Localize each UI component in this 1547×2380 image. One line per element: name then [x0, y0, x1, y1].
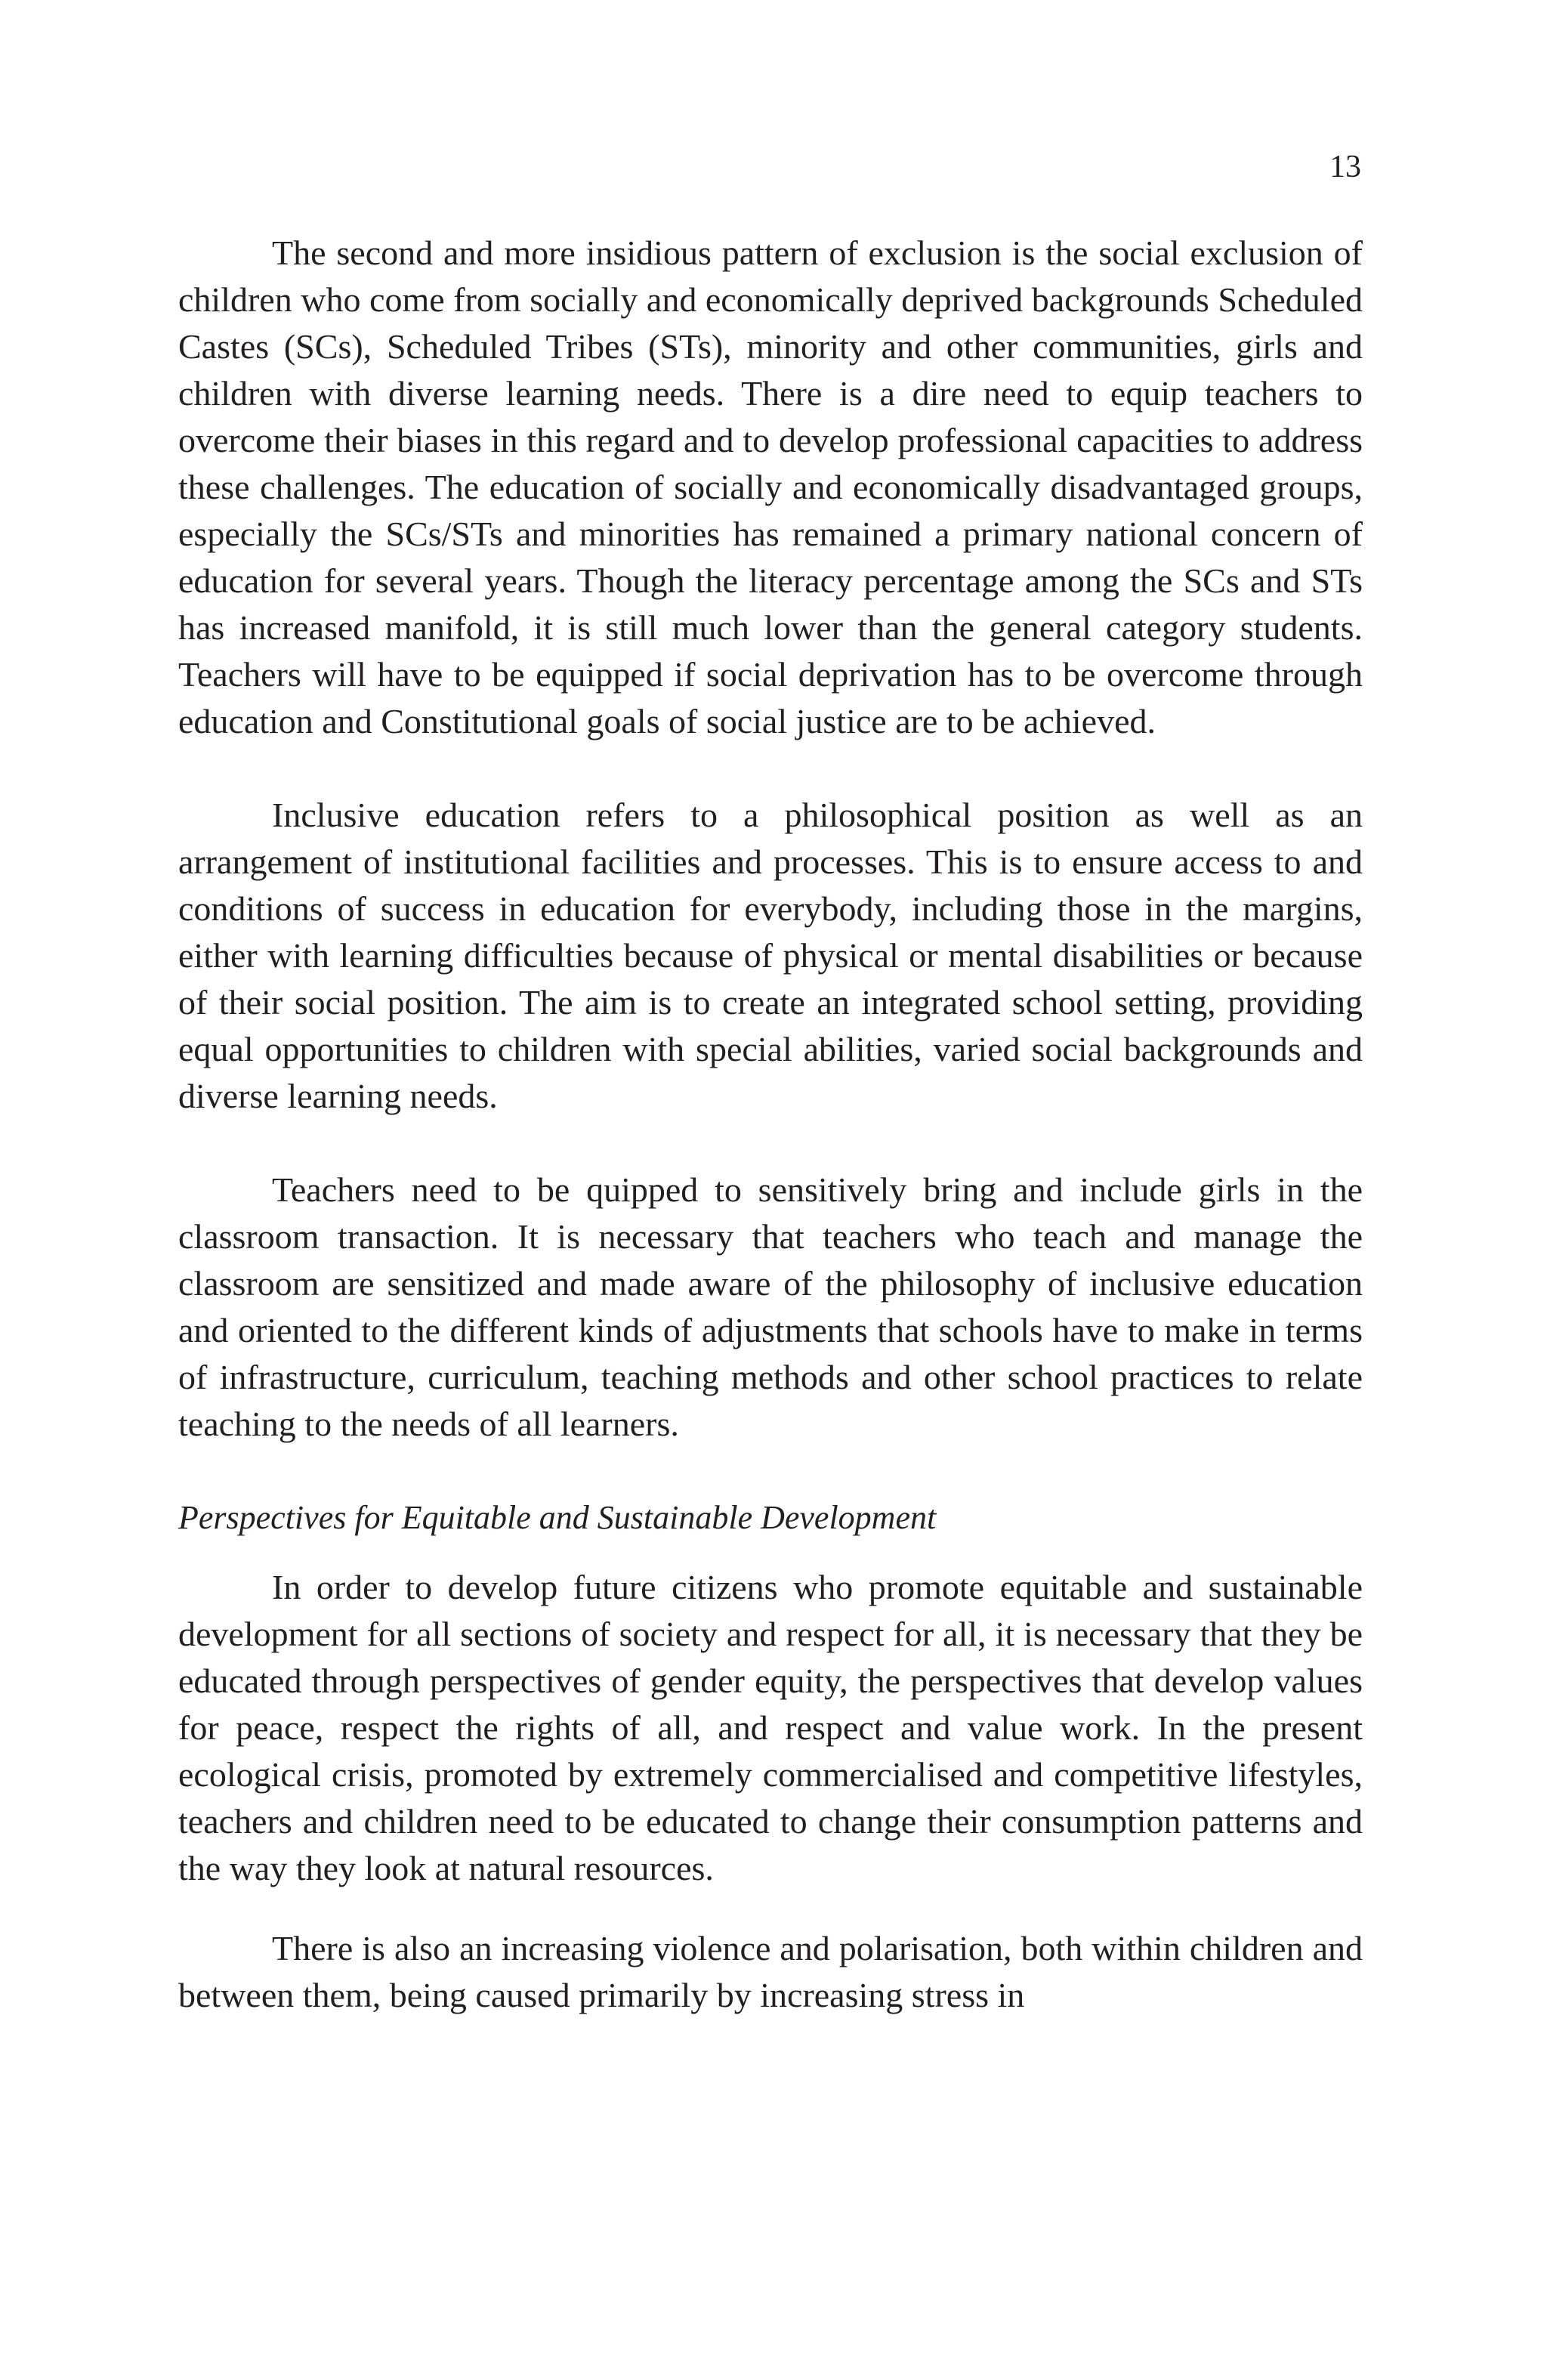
- paragraph-teachers-equipped: Teachers need to be quipped to sensitively bring and include girls in the classroom transaction. It is necessary that teachers who teach and manage the classroom are sensitized and made aware of the philosophy of inclusive education and oriented to the different kinds of adjustments that schools have to make in terms of infrastructure, curriculum, teaching methods and other school practices to relate teaching to the needs of all learners.: [178, 1170, 1363, 1443]
- paragraph-social-exclusion: The second and more insidious pattern of exclusion is the social exclusion of children who come from socially and economically deprived backgrounds Scheduled Castes (SCs), Scheduled Tribes (STs), minority and other communities, girls and children with diverse learning needs. There is a dire need to equip teachers to overcome their biases in this regard and to develop professional capacities to address these challenges. The education of socially and economically disadvantaged groups, especially the SCs/STs and minorities has remained a primary national concern of education for several years. Though the literacy percentage among the SCs and STs has increased manifold, it is still much lower than the general category students. Teachers will have to be equipped if social deprivation has to be overcome through education and Constitutional goals of social justice are to be achieved.: [178, 233, 1363, 740]
- paragraph-violence-polarisation: There is also an increasing violence and polarisation, both within children and between them, being caused primarily by increasing stress in: [178, 1929, 1363, 2014]
- paragraph-equitable-development: In order to develop future citizens who promote equitable and sustainable development for all sections of society and respect for all, it is necessary that they be educated through perspectives of gender equity, the perspectives that develop values for peace, respect the rights of all, and respect and value work. In the present ecological crisis, promoted by extremely commercialised and competitive lifestyles, teachers and children need to be educated to change their consumption patterns and the way they look at natural resources.: [178, 1568, 1363, 1887]
- page-body: [178, 230, 1363, 2019]
- section-heading: Perspectives for Equitable and Sustainable Development: [178, 1499, 937, 1536]
- paragraph-inclusive-education: Inclusive education refers to a philosophical position as well as an arrangement of institutional facilities and processes. This is to ensure access to and conditions of success in education for everybody, including those in the margins, either with learning difficulties because of physical or mental disabilities or because of their social position. The aim is to create an integrated school setting, providing equal opportunities to children with special abilities, varied social backgrounds and diverse learning needs.: [178, 796, 1363, 1115]
- page-number: 13: [1329, 150, 1361, 184]
